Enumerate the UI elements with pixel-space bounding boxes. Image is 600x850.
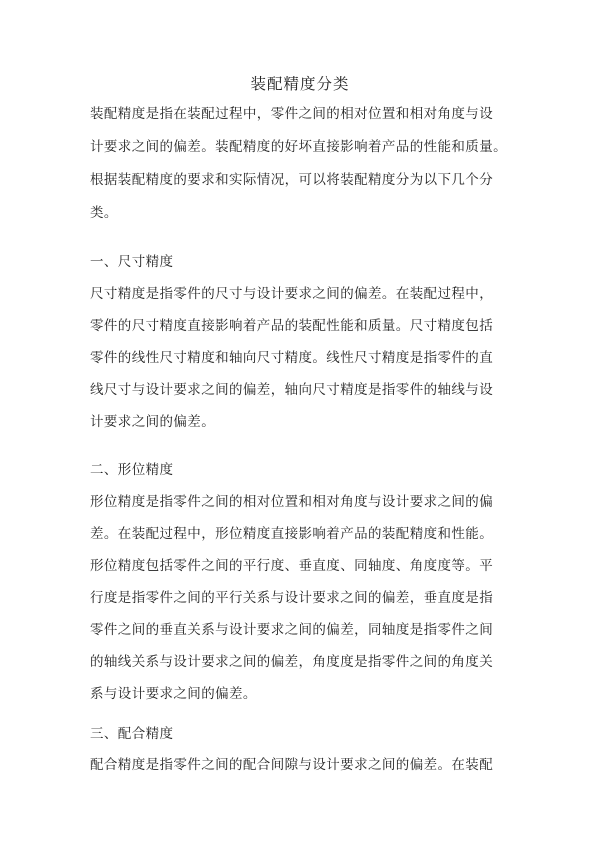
section-heading: 二、形位精度 [90, 462, 174, 478]
intro-line: 类。 [90, 205, 118, 221]
paragraph-line: 计要求之间的偏差。 [90, 414, 216, 430]
paragraph-line: 差。在装配过程中，形位精度直接影响着产品的装配精度和性能。 [90, 526, 494, 542]
paragraph-line: 零件的线性尺寸精度和轴向尺寸精度。线性尺寸精度是指零件的直 [90, 350, 494, 366]
paragraph-line: 系与设计要求之间的偏差。 [90, 686, 257, 702]
paragraph-line: 的轴线关系与设计要求之间的偏差，角度度是指零件之间的角度关 [90, 654, 494, 670]
intro-line: 计要求之间的偏差。装配精度的好坏直接影响着产品的性能和质量。 [90, 139, 507, 155]
intro-line: 根据装配精度的要求和实际情况，可以将装配精度分为以下几个分 [90, 172, 494, 188]
paragraph-line: 配合精度是指零件之间的配合间隙与设计要求之间的偏差。在装配 [90, 757, 494, 773]
section-heading: 三、配合精度 [90, 726, 174, 742]
section-heading: 一、尺寸精度 [90, 254, 174, 270]
paragraph-line: 形位精度是指零件之间的相对位置和相对角度与设计要求之间的偏 [90, 494, 494, 510]
paragraph-line: 零件之间的垂直关系与设计要求之间的偏差，同轴度是指零件之间 [90, 622, 494, 638]
paragraph-line: 尺寸精度是指零件的尺寸与设计要求之间的偏差。在装配过程中， [90, 286, 494, 302]
paragraph-line: 线尺寸与设计要求之间的偏差，轴向尺寸精度是指零件的轴线与设 [90, 382, 494, 398]
paragraph-line: 形位精度包括零件之间的平行度、垂直度、同轴度、角度度等。平 [90, 558, 494, 574]
paragraph-line: 行度是指零件之间的平行关系与设计要求之间的偏差，垂直度是指 [90, 590, 494, 606]
document-title: 装配精度分类 [250, 75, 350, 93]
intro-line: 装配精度是指在装配过程中，零件之间的相对位置和相对角度与设 [90, 106, 494, 122]
paragraph-line: 零件的尺寸精度直接影响着产品的装配性能和质量。尺寸精度包括 [90, 318, 494, 334]
